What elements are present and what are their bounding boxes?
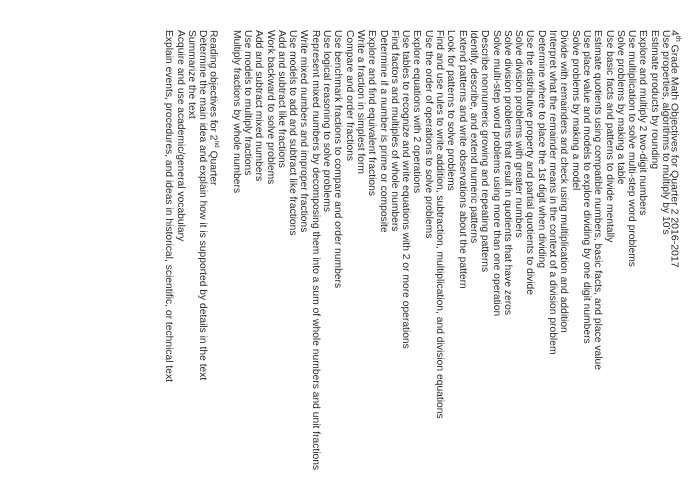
reading-objective-item: Acquire and use academic/general vocabulary [174,30,186,242]
math-objective-item: Write mixed numbers and improper fractions [298,30,310,233]
title-grade: 4 [668,30,681,36]
math-objective-item: Explore equations with 2 operations [411,30,423,194]
math-objective-item: Add and subtract like fractions [275,30,287,168]
math-objective-item: Explore and find equivalent fractions [366,30,378,196]
math-objective-item: Look for patterns to solve problems [445,30,457,191]
reading-heading-rest: Quarter [208,147,219,186]
reading-heading-text: Reading objectives for 2 [208,30,219,141]
math-objective-item: Use models to add and subtract like fractions [287,30,299,236]
math-objective-item: Find factors and multiples of whole numbers [388,30,400,232]
math-objective-item: Solve division problems that result in quotients that have zeros [501,30,513,316]
math-objective-item: Use benchmark fractions to compare and order numbers [332,30,344,289]
objectives-body [163,30,671,480]
math-objective-item: Extend patterns and write observations about the pattern [456,30,468,289]
reading-objective-item: Determine the main idea and explain how it is supported by details in the text [197,30,209,381]
math-objective-item: Use basic facts and patterns to divide mentally [603,30,615,243]
math-objective-item: Use models to multiply fractions [242,30,254,176]
reading-objective-item: Explain events, procedures, and ideas in historical, scientific, or technical text [163,30,175,382]
math-objective-item: Identify, describe, and extend numeric patterns [467,30,479,244]
math-objective-item: Use the order of operations to solve problems [422,30,434,239]
math-objective-item: Estimate products by rounding [648,30,660,170]
math-objective-item: Use tables to recognize and write equations with 2 or more operations [400,30,412,349]
math-objective-item: Solve problems by making a table [614,30,626,185]
title-text: Grade Math Objectives for Quarter 2 2016-2017 [668,41,681,268]
math-objective-item: Divide with remainders and check using multiplication and addition [558,30,570,333]
math-objective-item: Explore and multiply 2 two-digit numbers [637,30,649,216]
math-objective-item: Determine if a number is prime or composite [377,30,389,233]
reading-objectives-list [163,30,208,480]
title-superscript: th [674,35,681,42]
rotated-content [24,30,684,480]
math-objective-item: Multiply fractions by whole numbers [230,30,242,194]
math-objective-item: Use multiplication to solve multi-step word problems [626,30,638,267]
math-objective-item: Interpret what the remainder means in the context of a division problem [547,30,559,355]
math-objective-item: Describe nonnumeric growing and repeating patterns [479,30,491,273]
math-objective-item: Use the distributive property and partial quotients to divide [524,30,536,296]
math-objective-item: Solve multi-step word problems using more than one operation [490,30,502,317]
math-objective-item: Solve division problems with greater numbers [513,30,525,238]
math-objectives-list [230,30,671,480]
math-objective-item: Find and use rules to write addition, subtraction, multiplication, and division equations [434,30,446,419]
math-objective-item: Use place value and models to explore dividing by one digit numbers [580,30,592,344]
math-objective-item: Solve problems by making a model [569,30,581,191]
reading-heading [208,30,222,480]
math-objective-item: Compare and order fractions [343,30,355,162]
math-objective-item: Add and subtract mixed numbers [253,30,265,182]
math-objective-item: Estimate quotients using compatible numbers, basic facts, and place value [592,30,604,370]
math-objective-item: Write a fraction in simplest form [354,30,366,175]
reading-objective-item: Summarize the text [185,30,197,119]
math-objective-item: Work backward to solve problems [264,30,276,185]
math-objective-item: Use logical reasoning to solve problems [321,30,333,213]
math-objective-item: Determine where to place the 1st digit when dividing [535,30,547,269]
reading-heading-superscript: nd [213,140,221,148]
math-objective-item: Use properties, algorithms to multiply by 10's [660,30,671,235]
math-objective-item: Represent mixed numbers by decomposing them into a sum of whole numbers and unit fractions [309,30,321,471]
